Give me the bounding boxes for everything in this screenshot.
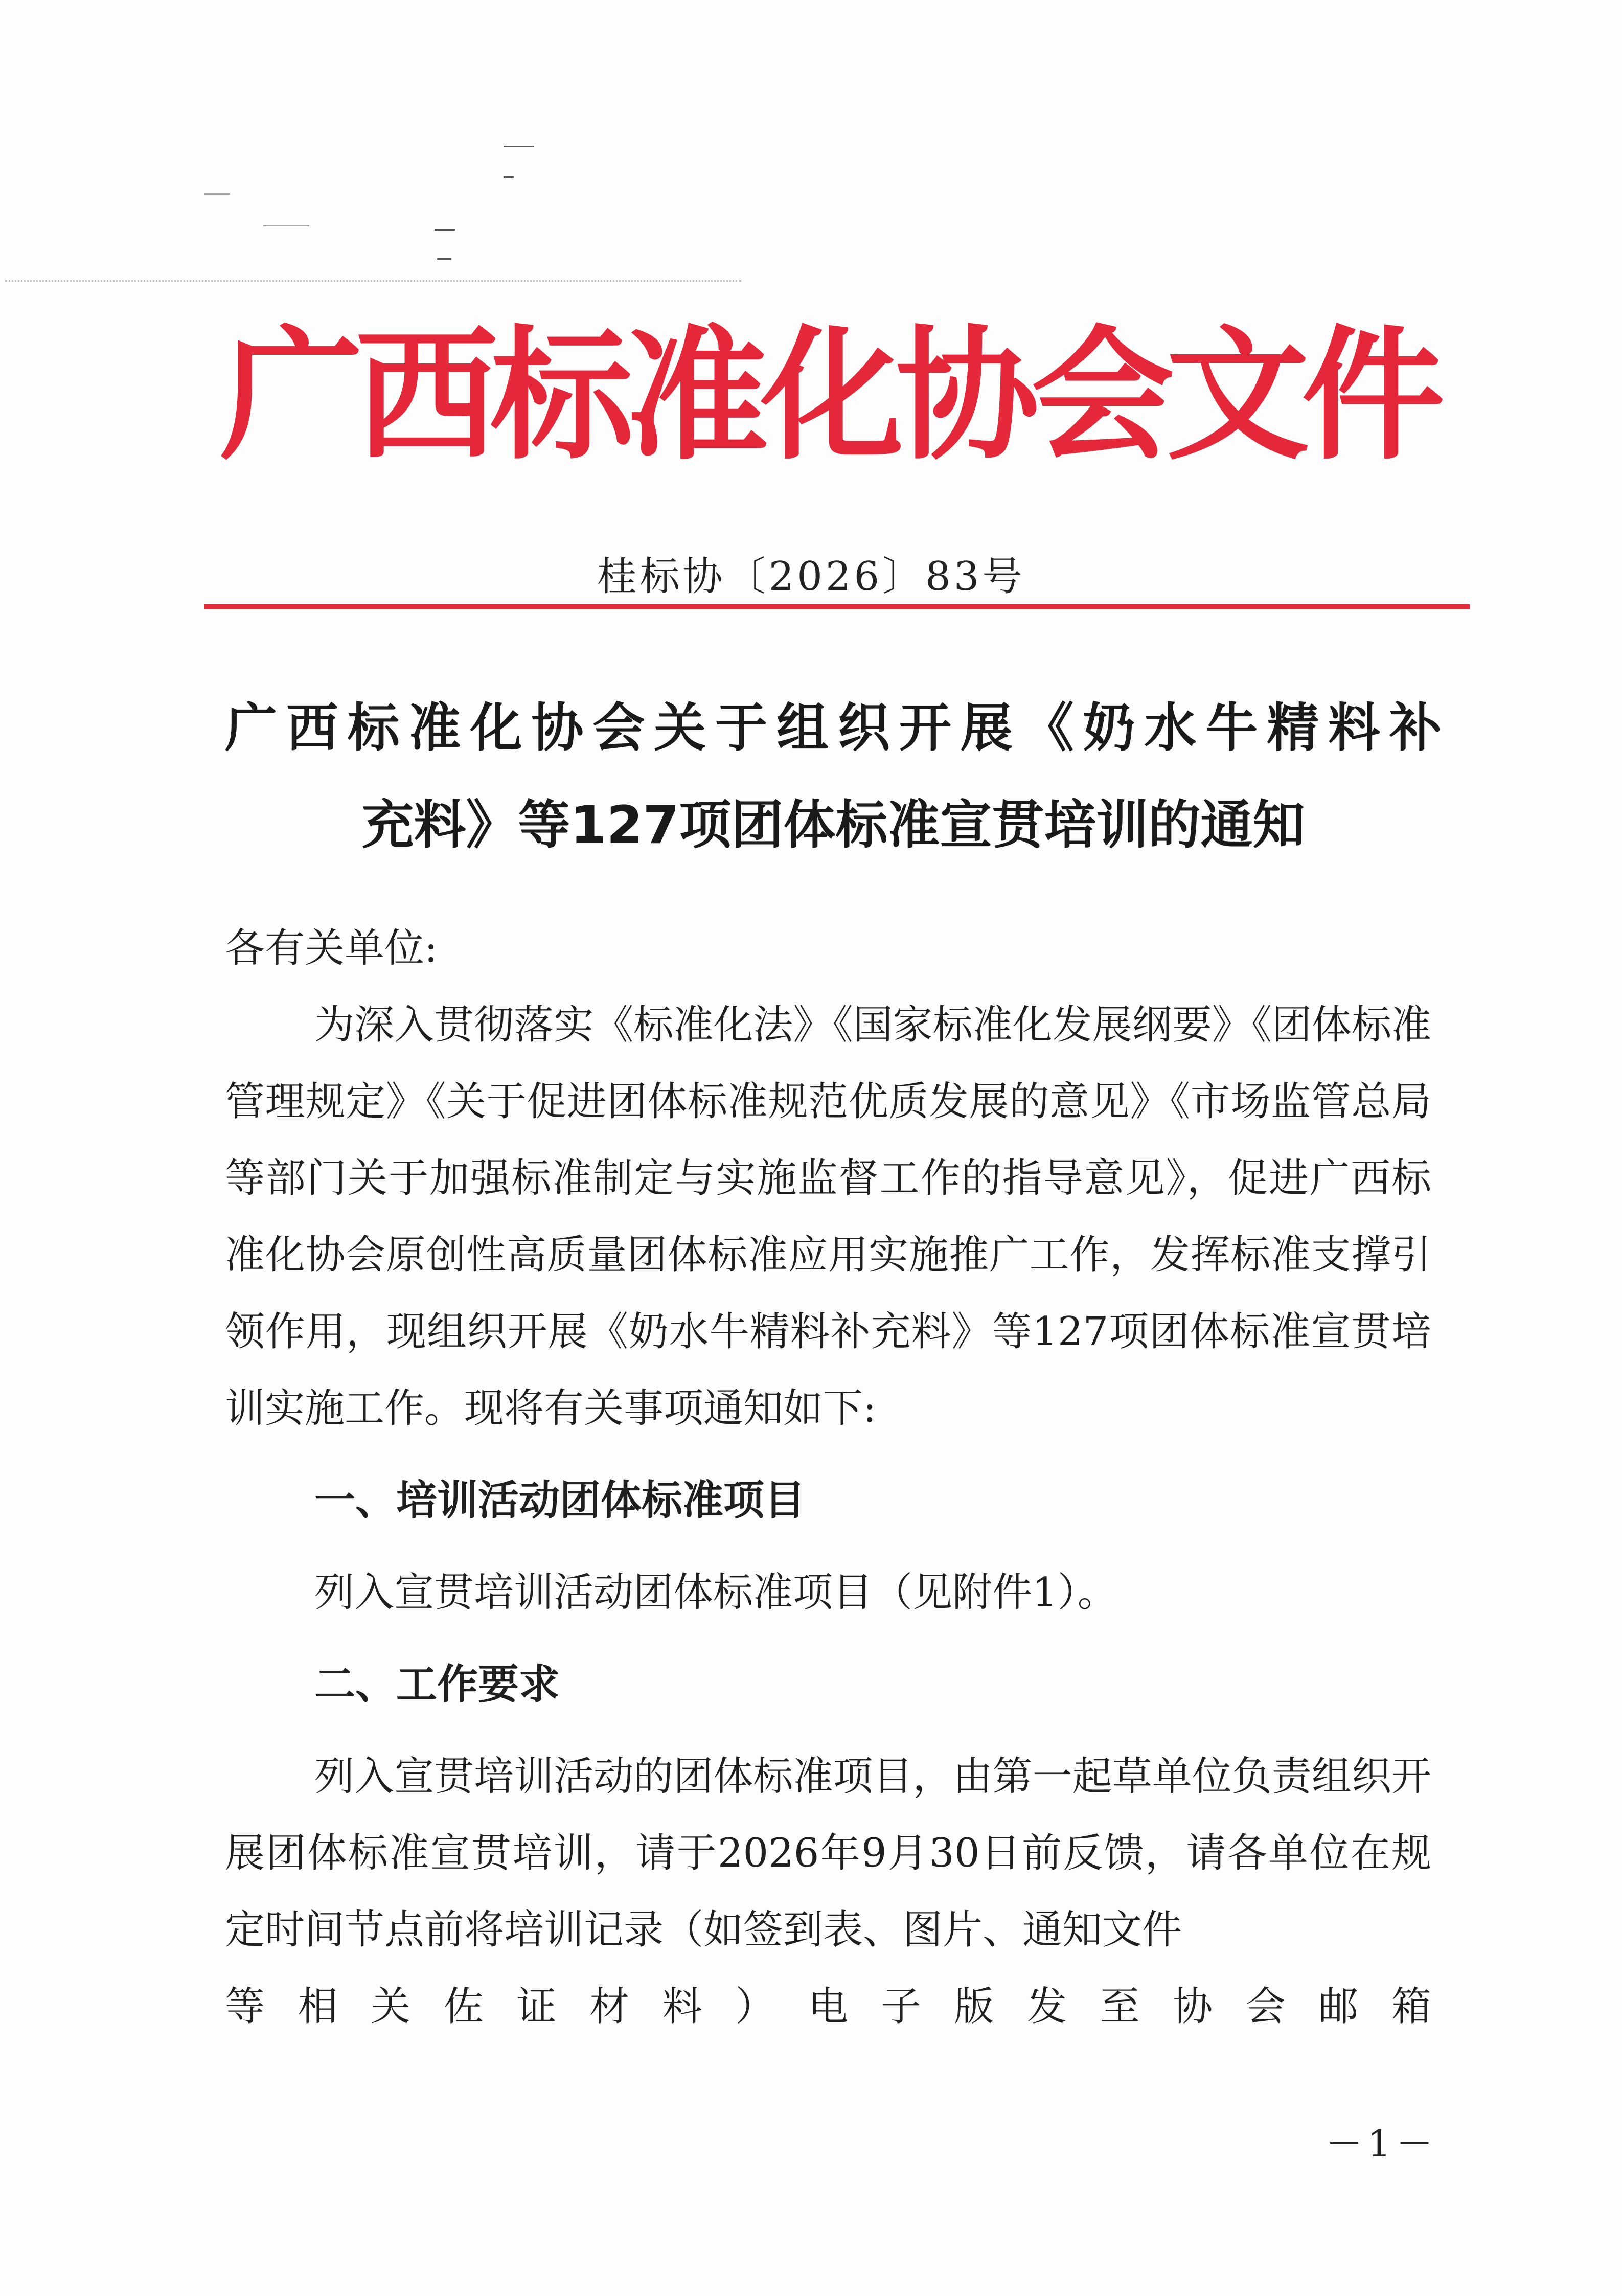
masthead-char: 标 [490,313,633,480]
scan-speck [263,225,309,226]
document-number: 桂标协〔2026〕83号 [597,554,1025,600]
scan-speck [435,229,455,231]
title-line-1: 广西标准化协会关于组织开展《奶水牛精料补 [225,698,1442,759]
masthead-char: 协 [896,313,1039,480]
scan-speck [504,176,514,178]
masthead-char: 广 [220,313,363,480]
scan-artifact-line [5,280,741,282]
intro-paragraph: 为深入贯彻落实《标准化法》《国家标准化发展纲要》《团体标准管理规定》《关于促进团体标准规范优质发展的意见》《市场监管总局等部门关于加强标准制定与实施监督工作的指导意见》，促进广西标准化协会原创性高质量团体标准应用实施推广工作，发挥标准支撑引领作用，现组织开展《奶水牛精料补充料》等127项团体标准宣贯培训实施工作。现将有关事项通知如下: [225,1002,1431,1431]
masthead-char: 会 [1031,313,1174,480]
masthead-char: 准 [625,313,769,480]
masthead-char: 文 [1166,313,1310,480]
section-1-heading: 一、培训活动团体标准项目 [314,1476,805,1524]
section-2-last-line: 等相关佐证材料）电子版发至协会邮箱 [225,1984,1431,2030]
page-number: －1－ [1326,2122,1438,2165]
masthead-char: 件 [1301,313,1445,480]
section-2-text: 列入宣贯培训活动的团体标准项目，由第一起草单位负责组织开展团体标准宣贯培训，请于2026年9月30日前反馈，请各单位在规定时间节点前将培训记录（如签到表、图片、通知文件 [225,1754,1431,1953]
org-masthead [220,313,1445,480]
scan-speck [437,258,451,260]
masthead-char: 西 [355,313,498,480]
section-2-heading: 二、工作要求 [314,1661,560,1708]
section-1-text: 列入宣贯培训活动团体标准项目（见附件1）。 [314,1570,1117,1616]
scan-speck [204,193,230,195]
title-line-2: 充料》等127项团体标准宣贯培训的通知 [361,795,1305,856]
notice-title [225,680,1442,874]
salutation: 各有关单位: [225,925,438,971]
document-body [225,910,1431,2045]
scan-speck [504,146,534,147]
red-separator-rule [204,604,1470,609]
masthead-char: 化 [761,313,904,480]
